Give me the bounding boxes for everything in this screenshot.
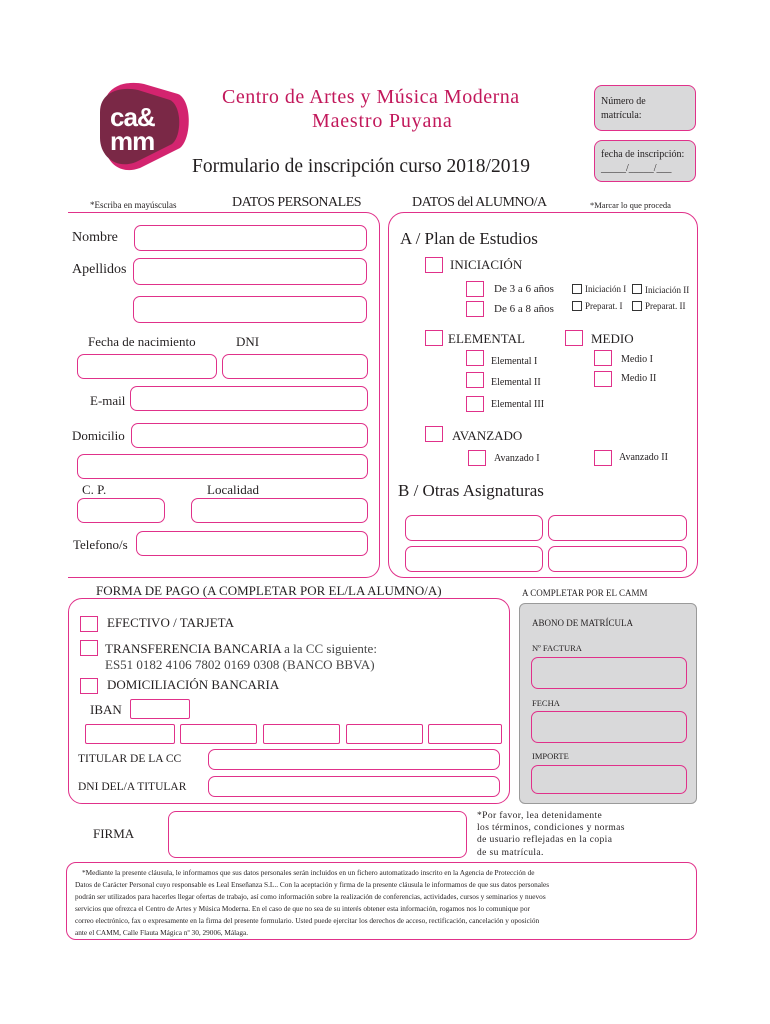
iniciacion-i-checkbox[interactable] [572,284,582,294]
firma-label: FIRMA [93,826,135,841]
iniciacion-i-label: Iniciación I [585,284,627,294]
importe-input[interactable] [531,765,687,794]
otras-asignatura-input-3[interactable] [405,546,543,572]
org-name-line1: Centro de Artes y Música Moderna [222,86,520,108]
org-name-line2: Maestro Puyana [312,110,453,132]
camm-fecha-input[interactable] [531,711,687,743]
datos-alumno-title: DATOS del ALUMNO/A [412,195,547,210]
iniciacion-ii-label: Iniciación II [645,285,690,295]
cp-input[interactable] [77,498,165,523]
dni-titular-input[interactable] [208,776,500,797]
apellidos-input-2[interactable] [133,296,367,323]
fecha-inscripcion-field[interactable] [594,140,696,182]
efectivo-checkbox[interactable] [80,616,98,632]
localidad-label: Localidad [207,482,259,497]
dni-label: DNI [236,334,260,349]
avanzado-label: AVANZADO [452,428,523,443]
elemental-i-checkbox[interactable] [466,350,484,366]
nombre-label: Nombre [72,230,118,245]
otras-asignatura-input-2[interactable] [548,515,687,541]
domicilio-label: Domicilio [72,428,125,443]
iban-label: IBAN [90,702,122,717]
fecha-inscripcion-blank: _____/_____/___ [601,163,672,174]
avanzado-checkbox[interactable] [425,426,443,442]
apellidos-input-1[interactable] [133,258,367,285]
matricula-label-1: Número de [601,96,646,107]
legal-line-1: *Mediante la presente cláusula, le informamos que sus datos personales serán incluidos en un fichero automatizado inscrito en la Agencia de Protección de [82,868,535,877]
de3a6-checkbox[interactable] [466,281,484,297]
medio-ii-checkbox[interactable] [594,371,612,387]
transferencia-label-suffix: a la CC siguiente: [284,641,377,656]
transferencia-label [105,641,377,657]
iban-input-country[interactable] [130,699,190,719]
logo-text-bottom: mm [110,126,155,156]
avanzado-ii-label: Avanzado II [619,452,668,463]
elemental-ii-checkbox[interactable] [466,372,484,388]
iban-input-1[interactable] [85,724,175,744]
fecha-nacimiento-label: Fecha de nacimiento [88,334,196,349]
de6a8-label: De 6 a 8 años [494,303,554,315]
iban-input-4[interactable] [346,724,423,744]
avanzado-i-checkbox[interactable] [468,450,486,466]
elemental-iii-label: Elemental III [491,399,545,410]
legal-line-3: podrán ser utilizados para hacerles llegar ofertas de trabajo, así como información sobre la realización de conferencias, actividades, cursos y seminarios y nuevos [75,892,546,901]
domicilio-input-1[interactable] [131,423,368,448]
otras-asignaturas-title: B / Otras Asignaturas [398,481,544,500]
medio-i-label: Medio I [621,354,653,365]
legal-line-6: ante el CAMM, Calle Flauta Mágica nº 30, 29006, Málaga. [75,928,249,937]
preparat-i-label: Preparat. I [585,301,623,311]
de3a6-label: De 3 a 6 años [494,283,554,295]
cp-label: C. P. [82,482,107,497]
transferencia-checkbox[interactable] [80,640,98,656]
iban-input-3[interactable] [263,724,340,744]
medio-checkbox[interactable] [565,330,583,346]
iban-input-2[interactable] [180,724,257,744]
firma-note-1: *Por favor, lea detenidamente [477,811,603,821]
otras-asignatura-input-4[interactable] [548,546,687,572]
elemental-ii-label: Elemental II [491,377,541,388]
factura-label: Nº FACTURA [532,643,582,653]
form-title: Formulario de inscripción curso 2018/2019 [192,156,530,177]
domiciliacion-checkbox[interactable] [80,678,98,694]
transferencia-label-main: TRANSFERENCIA BANCARIA [105,641,281,656]
elemental-label: ELEMENTAL [448,331,525,346]
fecha-inscripcion-label: fecha de inscripción: [601,149,685,160]
fecha-nacimiento-input[interactable] [77,354,217,379]
preparat-ii-checkbox[interactable] [632,301,642,311]
legal-line-2: Datos de Carácter Personal cuyo responsable es Leal Enseñanza S.L.. Con la aceptación y firma de la presente cláusula le informamos de que sus datos personales [75,880,550,889]
telefono-label: Telefono/s [73,537,128,552]
marcar-note: *Marcar lo que proceda [590,200,671,210]
medio-ii-label: Medio II [621,373,657,384]
localidad-input[interactable] [191,498,368,523]
iniciacion-label: INICIACIÓN [450,257,523,272]
uppercase-note: *Escriba en mayúsculas [90,200,177,210]
factura-input[interactable] [531,657,687,689]
medio-label: MEDIO [591,331,634,346]
preparat-ii-label: Preparat. II [645,301,686,311]
iban-input-5[interactable] [428,724,502,744]
medio-i-checkbox[interactable] [594,350,612,366]
apellidos-label: Apellidos [72,262,127,277]
cuenta-bancaria: ES51 0182 4106 7802 0169 0308 (BANCO BBVA) [105,657,375,672]
plan-estudios-title: A / Plan de Estudios [400,229,538,248]
dni-titular-label: DNI DEL/A TITULAR [78,781,187,793]
camm-title: A COMPLETAR POR EL CAMM [522,588,648,598]
firma-input[interactable] [168,811,467,858]
efectivo-label: EFECTIVO / TARJETA [107,615,234,630]
email-input[interactable] [130,386,368,411]
legal-line-4: servicios que ofrezca el Centro de Artes y Música Moderna. En el caso de que no sea de su interés obtener esta información, rogamos nos lo comunique por [75,904,530,913]
logo-text-top: ca& [110,102,155,132]
forma-pago-title: FORMA DE PAGO (A COMPLETAR POR EL/LA ALUMNO/A) [96,583,442,598]
matricula-label-2: matrícula: [601,110,642,121]
firma-note-2: los términos, condiciones y normas [477,823,625,833]
otras-asignatura-input-1[interactable] [405,515,543,541]
iniciacion-ii-checkbox[interactable] [632,284,642,294]
elemental-i-label: Elemental I [491,356,538,367]
abono-label: ABONO DE MATRÍCULA [532,618,633,628]
matricula-number-field[interactable] [594,85,696,131]
elemental-iii-checkbox[interactable] [466,396,484,412]
logo [96,78,192,174]
titular-input[interactable] [208,749,500,770]
domiciliacion-label: DOMICILIACIÓN BANCARIA [107,677,280,692]
importe-label: IMPORTE [532,751,569,761]
firma-note-4: de su matrícula. [477,848,544,858]
dni-input[interactable] [222,354,368,379]
elemental-checkbox[interactable] [425,330,443,346]
preparat-i-checkbox[interactable] [572,301,582,311]
titular-label: TITULAR DE LA CC [78,753,182,765]
nombre-input[interactable] [134,225,367,251]
firma-note-3: de usuario reflejadas en la copia [477,835,613,845]
datos-personales-title: DATOS PERSONALES [232,195,362,210]
legal-line-5: correo electrónico, fax o expresamente en la firma del presente formulario. Usted puede ejercitar los derechos de acceso, rectificación, cancelación y oposición [75,916,540,925]
iniciacion-checkbox[interactable] [425,257,443,273]
domicilio-input-2[interactable] [77,454,368,479]
de6a8-checkbox[interactable] [466,301,484,317]
email-label: E-mail [90,393,126,408]
telefono-input[interactable] [136,531,368,556]
avanzado-ii-checkbox[interactable] [594,450,612,466]
camm-fecha-label: FECHA [532,698,560,708]
avanzado-i-label: Avanzado I [494,453,540,464]
